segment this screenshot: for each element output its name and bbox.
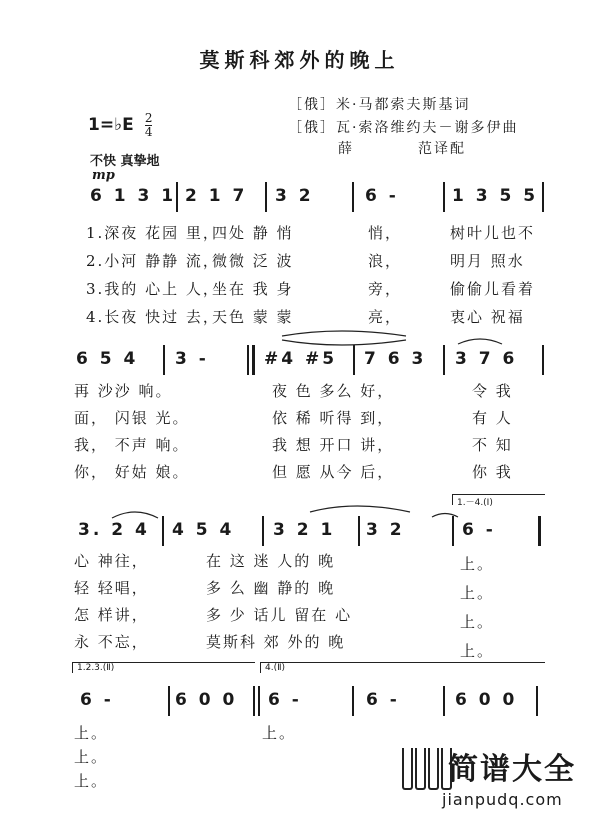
lyric-line: 2.小河 静静 流， (86, 252, 220, 270)
measure-2-1: 6 5 4 (76, 349, 139, 369)
lyric-line: 衷心 祝福 (450, 308, 525, 326)
lyric-line: 我， 不声 响。 (74, 436, 190, 454)
decrescendo-mark (282, 340, 406, 345)
slur (432, 514, 458, 518)
lyric-line: 再 沙沙 响。 (74, 382, 173, 400)
lyric-line: 心 神往， (74, 552, 149, 570)
measure-3-3: 3 2 1 (273, 520, 336, 540)
measure-4-2: 6 0 0 (175, 690, 238, 710)
lyric-line: 有 人 (472, 409, 513, 427)
lyric-line: 悄， (368, 224, 403, 242)
slur (458, 339, 502, 344)
lyric-line: 面， 闪银 光。 (74, 409, 190, 427)
lyric-line: 明月 照水 (450, 252, 525, 270)
lyric-line: 3.我的 心上 人， (86, 280, 220, 298)
slur (112, 512, 158, 518)
measure-3-2: 4 5 4 (172, 520, 235, 540)
piano-keys-icon (402, 748, 452, 790)
lyricist-credit: ［俄］米·马都索夫斯基词 (288, 97, 471, 113)
tempo-marking: 不快 真挚地 (90, 154, 160, 169)
lyric-line: 天色 蒙 蒙 (212, 308, 294, 326)
volta-bracket-first: 1.2.3.(Ⅱ) (72, 662, 255, 673)
lyric-line: 莫斯科 郊 外的 晚 (206, 633, 346, 651)
lyric-line: 亮， (368, 308, 403, 326)
slur (310, 506, 410, 512)
lyric-line: 但 愿 从今 后， (272, 463, 395, 481)
measure-2-4: 7 6 3 (364, 349, 427, 369)
lyric-line: 永 不忘， (74, 633, 149, 651)
lyric-line: 在 这 迷 人的 晚 (206, 552, 336, 570)
measure-1-3: 3 2 (275, 186, 314, 206)
volta-bracket-second: 4.(Ⅱ) (260, 662, 545, 673)
measure-3-5: 6 - (462, 520, 496, 540)
lyric-line: 上。 (460, 584, 495, 602)
lyric-line: 你 我 (472, 463, 513, 481)
measure-2-3: #4 #5 (264, 349, 338, 369)
lyric-line: 轻 轻唱， (74, 579, 149, 597)
page-title: 莫斯科郊外的晚上 (199, 48, 400, 72)
lyric-line: 上。 (74, 724, 109, 742)
lyric-line: 依 稀 听得 到， (272, 409, 395, 427)
dynamic-marking: mp (92, 168, 115, 183)
lyric-line: 上。 (74, 772, 109, 790)
lyric-line: 上。 (460, 555, 495, 573)
measure-4-1: 6 - (80, 690, 114, 710)
measure-3-4: 3 2 (366, 520, 405, 540)
lyric-line: 我 想 开口 讲， (272, 436, 395, 454)
crescendo-mark (282, 331, 406, 336)
lyric-line: 四处 静 悄 (212, 224, 294, 242)
measure-1-2: 2 1 7 (185, 186, 248, 206)
lyric-line: 怎 样讲， (74, 606, 149, 624)
measure-4-3: 6 - (268, 690, 302, 710)
time-top: 2 (144, 111, 153, 125)
lyric-line: 旁， (368, 280, 403, 298)
lyric-line: 4.长夜 快过 去， (86, 308, 220, 326)
watermark-brand: 简谱大全 (448, 752, 576, 787)
time-bottom: 4 (144, 125, 153, 139)
key-label: 1=♭E (88, 115, 134, 135)
lyric-line: 微微 泛 波 (212, 252, 294, 270)
watermark-url: jianpudq.com (442, 790, 563, 809)
lyric-line: 不 知 (472, 436, 513, 454)
lyric-line: 夜 色 多么 好， (272, 382, 395, 400)
measure-1-5: 1 3 5 5 (452, 186, 539, 206)
lyric-line: 上。 (262, 724, 297, 742)
translator-credit: 薛 范译配 (338, 141, 466, 157)
measure-2-2: 3 - (175, 349, 209, 369)
lyric-line: 多 少 话儿 留在 心 (206, 606, 353, 624)
measure-1-1: 6 1 3 1 (90, 186, 177, 206)
lyric-line: 多 么 幽 静的 晚 (206, 579, 336, 597)
lyric-line: 坐在 我 身 (212, 280, 294, 298)
measure-4-4: 6 - (366, 690, 400, 710)
lyric-line: 令 我 (472, 382, 513, 400)
measure-1-4: 6 - (365, 186, 399, 206)
composer-credit: ［俄］瓦·索洛维约夫－谢多伊曲 (288, 120, 519, 136)
lyric-line: 上。 (74, 748, 109, 766)
watermark-logo (402, 748, 452, 790)
lyric-line: 1.深夜 花园 里， (86, 224, 220, 242)
measure-2-5: 3 7 6 (455, 349, 518, 369)
lyric-line: 上。 (460, 613, 495, 631)
volta-bracket: 1.－4.(Ⅰ) (452, 494, 545, 505)
measure-3-1: 3. 2 4 (78, 520, 150, 540)
lyric-line: 偷偷儿看着 (450, 280, 536, 298)
lyric-line: 上。 (460, 642, 495, 660)
lyric-line: 你， 好姑 娘。 (74, 463, 190, 481)
lyric-line: 树叶儿也不 (450, 224, 536, 242)
lyric-line: 浪， (368, 252, 403, 270)
measure-4-5: 6 0 0 (455, 690, 518, 710)
